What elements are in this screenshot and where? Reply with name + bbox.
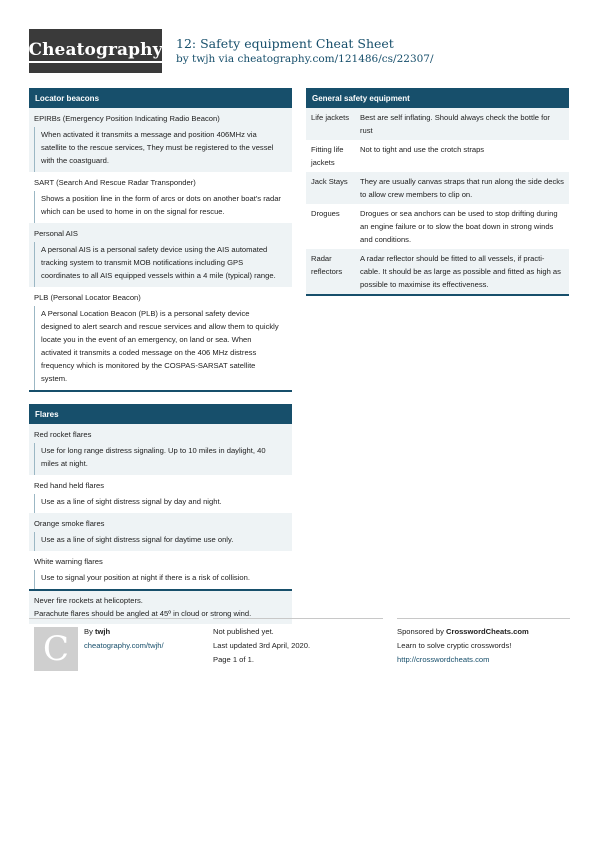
list-item: [29, 223, 292, 287]
row-value: Best are self inflating. Should always check the bottle for rust: [360, 113, 550, 135]
entry-description: Use as a line of sight distress signal by day and night.: [34, 494, 287, 513]
footer-sponsor: [397, 618, 570, 667]
last-updated: Last updated 3rd April, 2020.: [213, 641, 311, 650]
right-column: [306, 88, 569, 308]
footer-author: [29, 618, 199, 669]
section-body: [306, 108, 569, 296]
row-value: A radar reflector should be fitted to all vessels, if practi-cable. It should be as large as possible and fitted as high as possible to maximise its effectiveness.: [360, 254, 561, 289]
sponsor-label: Sponsored by: [397, 627, 444, 636]
section-heading: General safety equipment: [306, 88, 569, 108]
row-key: Jack Stays: [311, 177, 348, 186]
author-name[interactable]: twjh: [95, 627, 111, 636]
entry-term: Red rocket flares: [34, 430, 92, 439]
section-heading: Locator beacons: [29, 88, 292, 108]
section-flares: [29, 404, 292, 624]
footer-meta: [213, 618, 383, 667]
row-value: Not to tight and use the crotch straps: [360, 145, 485, 154]
byline-link[interactable]: by twjh via cheatography.com/121486/cs/22307/: [176, 53, 434, 65]
table-row: [306, 172, 569, 204]
avatar[interactable]: C: [34, 627, 78, 671]
sponsor-tagline: Learn to solve cryptic crosswords!: [397, 641, 512, 650]
entry-term: SART (Search And Rescue Radar Transponder): [34, 178, 196, 187]
table-row: [306, 140, 569, 172]
table-row: [306, 108, 569, 140]
entry-description: Use to signal your position at night if there is a risk of collision.: [34, 570, 287, 589]
table-row: [306, 249, 569, 294]
left-column: [29, 88, 292, 636]
by-label: By: [84, 627, 93, 636]
list-item: [29, 108, 292, 172]
entry-description: Use for long range distress signaling. Up to 10 miles in daylight, 40 miles at night.: [34, 443, 287, 475]
list-item: [29, 172, 292, 223]
logo-text: Cheatography: [28, 40, 162, 63]
byline[interactable]: [176, 53, 434, 65]
author-line: [84, 625, 199, 639]
entry-term: White warning flares: [34, 557, 103, 566]
row-value: They are usually canvas straps that run along the side decks to allow crew members to clip on.: [360, 177, 564, 199]
row-key: Drogues: [311, 209, 340, 218]
row-key: Radar reflectors: [311, 254, 343, 276]
entry-term: Personal AIS: [34, 229, 78, 238]
note-line: Parachute flares should be angled at 45º in cloud or strong wind.: [34, 609, 252, 618]
entry-description: A personal AIS is a personal safety device using the AIS automated tracking system to transmit MOB notifications including GPS coordinates to all AIS equipped vessels within a 4 mile (typical) range.: [34, 242, 287, 287]
page-number: Page 1 of 1.: [213, 655, 254, 664]
author-link[interactable]: cheatography.com/twjh/: [84, 641, 164, 650]
page-title: 12: Safety equipment Cheat Sheet: [176, 36, 394, 51]
sponsor-line: [397, 625, 570, 639]
entry-description: Shows a position line in the form of arcs or dots on another boat's radar which can be used to home in on the signal for rescue.: [34, 191, 287, 223]
entry-term: EPIRBs (Emergency Position Indicating Radio Beacon): [34, 114, 220, 123]
note-line: Never fire rockets at helicopters.: [34, 596, 143, 605]
entry-term: Red hand held flares: [34, 481, 105, 490]
row-key: Life jackets: [311, 113, 349, 122]
section-locator-beacons: [29, 88, 292, 392]
row-value: Drogues or sea anchors can be used to stop drifting during an engine failure or to slow the boat down in strong winds and conditions.: [360, 209, 558, 244]
list-item: [29, 287, 292, 390]
section-body: [29, 108, 292, 392]
entry-description: A Personal Location Beacon (PLB) is a personal safety device designed to alert search and rescue services and allow them to quickly locate you in the event of an emergency, on land or sea. When activated it transmits a coded message on the 406 MHz distress frequency which is monitored by the COSPAS-SARSAT satellite system.: [34, 306, 287, 390]
section-general-safety: [306, 88, 569, 296]
title-block: [176, 36, 434, 65]
sponsor-name[interactable]: CrosswordCheats.com: [446, 627, 529, 636]
section-heading: Flares: [29, 404, 292, 424]
table-row: [306, 204, 569, 249]
section-body: [29, 424, 292, 591]
entry-term: Orange smoke flares: [34, 519, 105, 528]
list-item: [29, 424, 292, 475]
list-item: [29, 475, 292, 513]
entry-description: When activated it transmits a message and position 406MHz via satellite to the rescue services, They must be registered to the vessel with the coastguard.: [34, 127, 287, 172]
row-key: Fitting life jackets: [311, 145, 344, 167]
cheatography-logo[interactable]: [29, 29, 162, 73]
entry-description: Use as a line of sight distress signal for daytime use only.: [34, 532, 287, 551]
entry-term: PLB (Personal Locator Beacon): [34, 293, 141, 302]
published-status: Not published yet.: [213, 627, 274, 636]
sponsor-link[interactable]: http://crosswordcheats.com: [397, 655, 490, 664]
list-item: [29, 513, 292, 551]
list-item: [29, 551, 292, 589]
